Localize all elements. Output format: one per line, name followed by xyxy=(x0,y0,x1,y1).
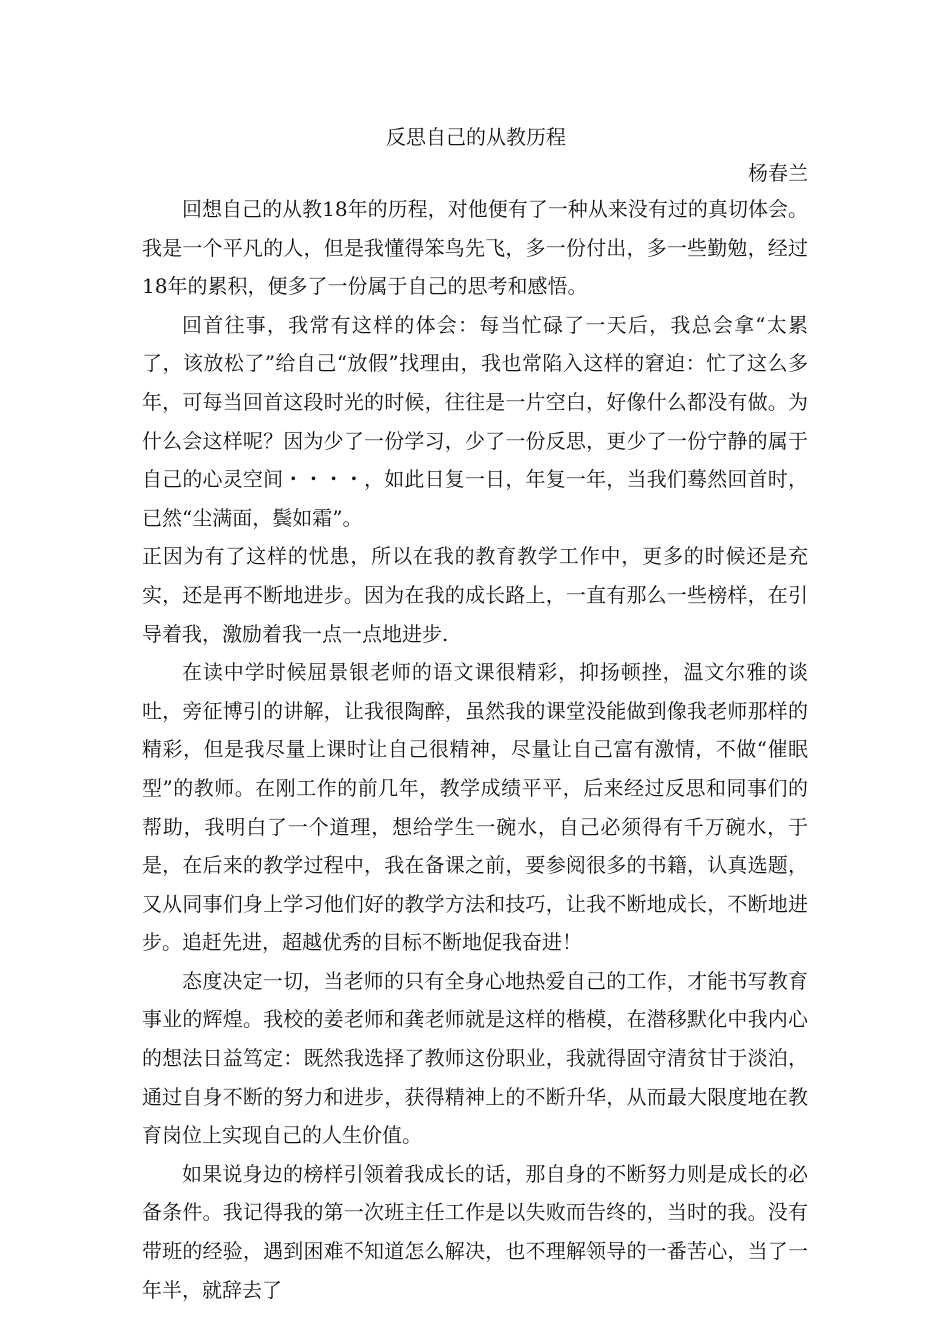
document-page xyxy=(142,118,808,1309)
paragraph-5: 态度决定一切，当老师的只有全身心地热爱自己的工作，才能书写教育事业的辉煌。我校的姜老师和龚老师就是这样的楷模，在潜移默化中我内心的想法日益笃定：既然我选择了教师这份职业，我就得固守清贫甘于淡泊，通过自身不断的努力和进步，获得精神上的不断升华，从而最大限度地在教育岗位上实现自己的人生价值。 xyxy=(142,968,808,1148)
document-title: 反思自己的从教历程 xyxy=(386,125,566,149)
paragraph-1: 回想自己的从教18年的历程，对他便有了一种从来没有过的真切体会。我是一个平凡的人，但是我懂得笨鸟先飞，多一份付出，多一些勤勉，经过18年的累积，便多了一份属于自己的思考和感悟。 xyxy=(142,197,808,299)
paragraph-6: 如果说身边的榜样引领着我成长的话，那自身的不断努力则是成长的必备条件。我记得我的第一次班主任工作是以失败而告终的，当时的我。没有带班的经验，遇到困难不知道怎么解决，也不理解领导的一番苦心，当了一年半，就辞去了 xyxy=(142,1161,808,1302)
paragraph-2: 回首往事，我常有这样的体会：每当忙碌了一天后，我总会拿“太累了，该放松了”给自己“放假”找理由，我也常陷入这样的窘迫：忙了这么多年，可每当回首这段时光的时候，往往是一片空白，好像什么都没有做。为什么会这样呢？因为少了一份学习，少了一份反思，更少了一份宁静的属于自己的心灵空间・・・・，如此日复一日，年复一年，当我们蓦然回首时，已然“尘满面，鬓如霜”。 xyxy=(142,312,808,530)
document-author: 杨春兰 xyxy=(748,161,808,185)
paragraph-3: 正因为有了这样的忧患，所以在我的教育教学工作中，更多的时候还是充实，还是再不断地进步。因为在我的成长路上，一直有那么一些榜样，在引导着我，激励着我一点一点地进步. xyxy=(142,544,808,646)
paragraph-4: 在读中学时候屈景银老师的语文课很精彩，抑扬顿挫，温文尔雅的谈吐，旁征博引的讲解，让我很陶醉，虽然我的课堂没能做到像我老师那样的精彩，但是我尽量上课时让自己很精神，尽量让自己富有激情，不做“催眠型”的教师。在刚工作的前几年，教学成绩平平，后来经过反思和同事们的帮助，我明白了一个道理，想给学生一碗水，自己必须得有千万碗水，于是，在后来的教学过程中，我在备课之前，要参阅很多的书籍，认真选题，又从同事们身上学习他们好的教学方法和技巧，让我不断地成长，不断地进步。追赶先进，超越优秀的目标不断地促我奋进！ xyxy=(142,660,808,955)
